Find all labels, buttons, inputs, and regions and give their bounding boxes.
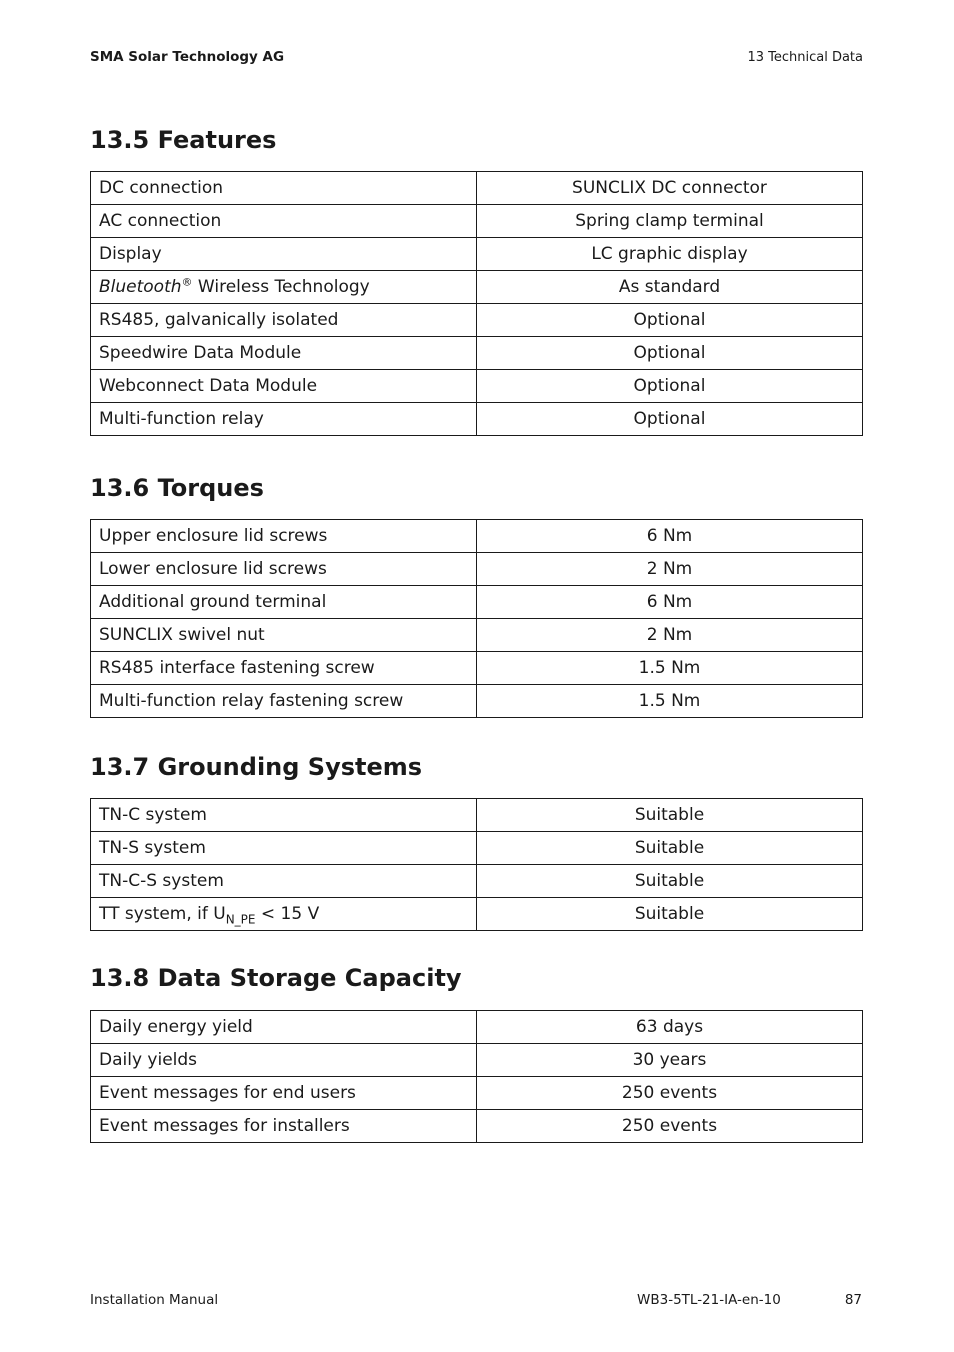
table-row	[91, 1077, 863, 1110]
row-value: 63 days	[477, 1011, 863, 1044]
row-label: TN-C system	[91, 799, 477, 832]
tt-label-pre: TT system, if U	[99, 904, 226, 924]
row-label	[91, 898, 477, 931]
row-value: 1.5 Nm	[477, 685, 863, 718]
row-label: RS485, galvanically isolated	[91, 304, 477, 337]
section-title-torques: 13.6 Torques	[90, 474, 264, 502]
row-value: 250 events	[477, 1077, 863, 1110]
row-label: AC connection	[91, 205, 477, 238]
row-value: Optional	[477, 403, 863, 436]
row-label: Event messages for installers	[91, 1110, 477, 1143]
row-label: Daily energy yield	[91, 1011, 477, 1044]
table-row	[91, 238, 863, 271]
table-row	[91, 586, 863, 619]
section-title-features: 13.5 Features	[90, 126, 277, 154]
footer-page-number: 87	[844, 1292, 862, 1308]
row-value: Suitable	[477, 832, 863, 865]
registered-mark: ®	[181, 275, 193, 289]
header-company: SMA Solar Technology AG	[90, 49, 285, 65]
table-row	[91, 865, 863, 898]
row-label: Display	[91, 238, 477, 271]
table-row	[91, 304, 863, 337]
table-row	[91, 337, 863, 370]
row-label: Event messages for end users	[91, 1077, 477, 1110]
table-row	[91, 1110, 863, 1143]
bluetooth-label-rest: Wireless Technology	[192, 277, 370, 297]
tt-label-subscript: N_PE	[225, 912, 256, 927]
table-row	[91, 685, 863, 718]
row-value: 2 Nm	[477, 553, 863, 586]
row-value: Suitable	[477, 865, 863, 898]
row-value: Suitable	[477, 799, 863, 832]
table-row	[91, 832, 863, 865]
table-row	[91, 553, 863, 586]
torques-table	[90, 519, 863, 718]
row-value: As standard	[477, 271, 863, 304]
table-row	[91, 1011, 863, 1044]
row-label: Speedwire Data Module	[91, 337, 477, 370]
row-label: Multi-function relay	[91, 403, 477, 436]
table-row	[91, 652, 863, 685]
footer-doc-title: Installation Manual	[90, 1292, 219, 1308]
row-label: TN-C-S system	[91, 865, 477, 898]
table-row	[91, 205, 863, 238]
row-value: 30 years	[477, 1044, 863, 1077]
table-row	[91, 520, 863, 553]
row-value: Optional	[477, 337, 863, 370]
row-value: SUNCLIX DC connector	[477, 172, 863, 205]
row-label: DC connection	[91, 172, 477, 205]
section-title-storage: 13.8 Data Storage Capacity	[90, 964, 462, 992]
row-label: SUNCLIX swivel nut	[91, 619, 477, 652]
row-value: 6 Nm	[477, 586, 863, 619]
row-value: 2 Nm	[477, 619, 863, 652]
features-table	[90, 171, 863, 436]
row-value: Spring clamp terminal	[477, 205, 863, 238]
row-label: TN-S system	[91, 832, 477, 865]
row-label: Lower enclosure lid screws	[91, 553, 477, 586]
row-value: Optional	[477, 304, 863, 337]
row-value: 6 Nm	[477, 520, 863, 553]
table-row	[91, 271, 863, 304]
section-title-grounding: 13.7 Grounding Systems	[90, 753, 423, 781]
row-label: Multi-function relay fastening screw	[91, 685, 477, 718]
table-row	[91, 898, 863, 931]
grounding-table	[90, 798, 863, 931]
row-label: Webconnect Data Module	[91, 370, 477, 403]
row-value: Optional	[477, 370, 863, 403]
table-row	[91, 799, 863, 832]
row-label: Upper enclosure lid screws	[91, 520, 477, 553]
row-label: RS485 interface fastening screw	[91, 652, 477, 685]
row-value: Suitable	[477, 898, 863, 931]
row-label	[91, 271, 477, 304]
table-row	[91, 403, 863, 436]
tt-label-post: < 15 V	[255, 904, 320, 924]
header-chapter: 13 Technical Data	[747, 50, 863, 65]
row-value: LC graphic display	[477, 238, 863, 271]
row-label: Additional ground terminal	[91, 586, 477, 619]
table-row	[91, 619, 863, 652]
footer-doc-code: WB3-5TL-21-IA-en-10	[637, 1292, 781, 1308]
table-row	[91, 172, 863, 205]
storage-table	[90, 1010, 863, 1143]
row-value: 1.5 Nm	[477, 652, 863, 685]
table-row	[91, 370, 863, 403]
row-value: 250 events	[477, 1110, 863, 1143]
row-label: Daily yields	[91, 1044, 477, 1077]
bluetooth-label-italic: Bluetooth	[99, 277, 182, 297]
table-row	[91, 1044, 863, 1077]
